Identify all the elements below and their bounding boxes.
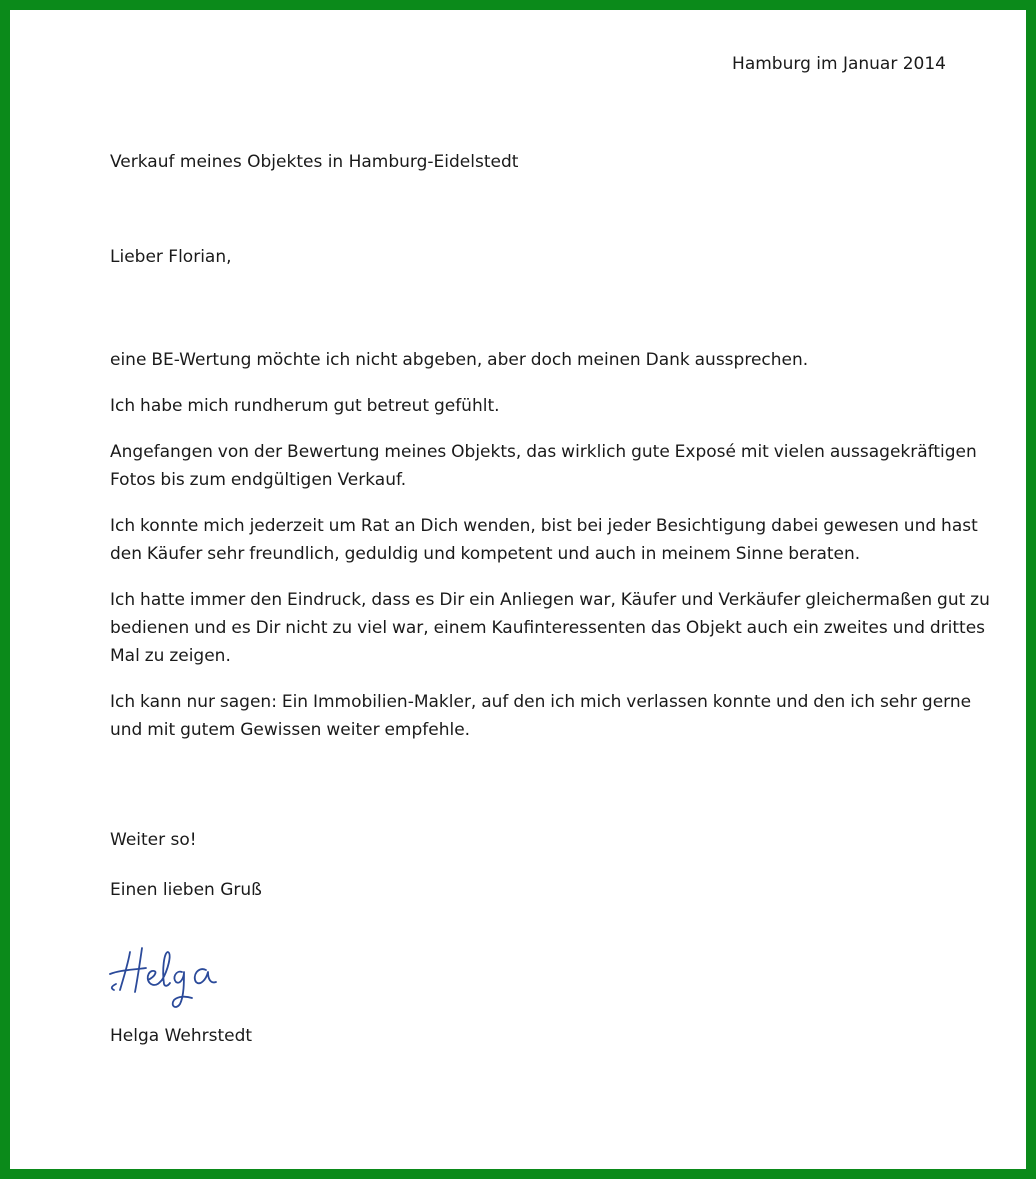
paragraph: Ich konnte mich jederzeit um Rat an Dich wenden, bist bei jeder Besichtigung dabei gewesen und hast den Käufer sehr freundlich, geduldig und kompetent und auch in meinem Sinne beraten. xyxy=(110,516,978,564)
paragraph: Angefangen von der Bewertung meines Objekts, das wirklich gute Exposé mit vielen aussagekräftigen Fotos bis zum endgültigen Verkauf. xyxy=(110,442,977,490)
paragraph: Ich hatte immer den Eindruck, dass es Dir ein Anliegen war, Käufer und Verkäufer gleichermaßen gut zu bedienen und es Dir nicht zu viel war, einem Kaufinteressenten das Objekt auch ein zweites und drittes Mal zu zeigen. xyxy=(110,590,990,666)
signer-name: Helga Wehrstedt xyxy=(110,1026,253,1046)
paragraph: Ich habe mich rundherum gut betreut gefühlt. xyxy=(110,396,500,416)
date-line: Hamburg im Januar 2014 xyxy=(732,54,946,74)
salutation: Lieber Florian, xyxy=(110,247,232,267)
closing-remark: Weiter so! xyxy=(110,830,197,850)
paragraph: Ich kann nur sagen: Ein Immobilien-Makler, auf den ich mich verlassen konnte und den ich sehr gerne und mit gutem Gewissen weiter empfehle. xyxy=(110,692,972,740)
subject-line: Verkauf meines Objektes in Hamburg-Eidelstedt xyxy=(110,152,519,172)
closing-greeting: Einen lieben Gruß xyxy=(110,880,262,900)
paragraph: eine BE-Wertung möchte ich nicht abgeben, aber doch meinen Dank aussprechen. xyxy=(110,350,809,370)
handwritten-signature xyxy=(102,940,252,1020)
letter-body xyxy=(110,346,990,762)
